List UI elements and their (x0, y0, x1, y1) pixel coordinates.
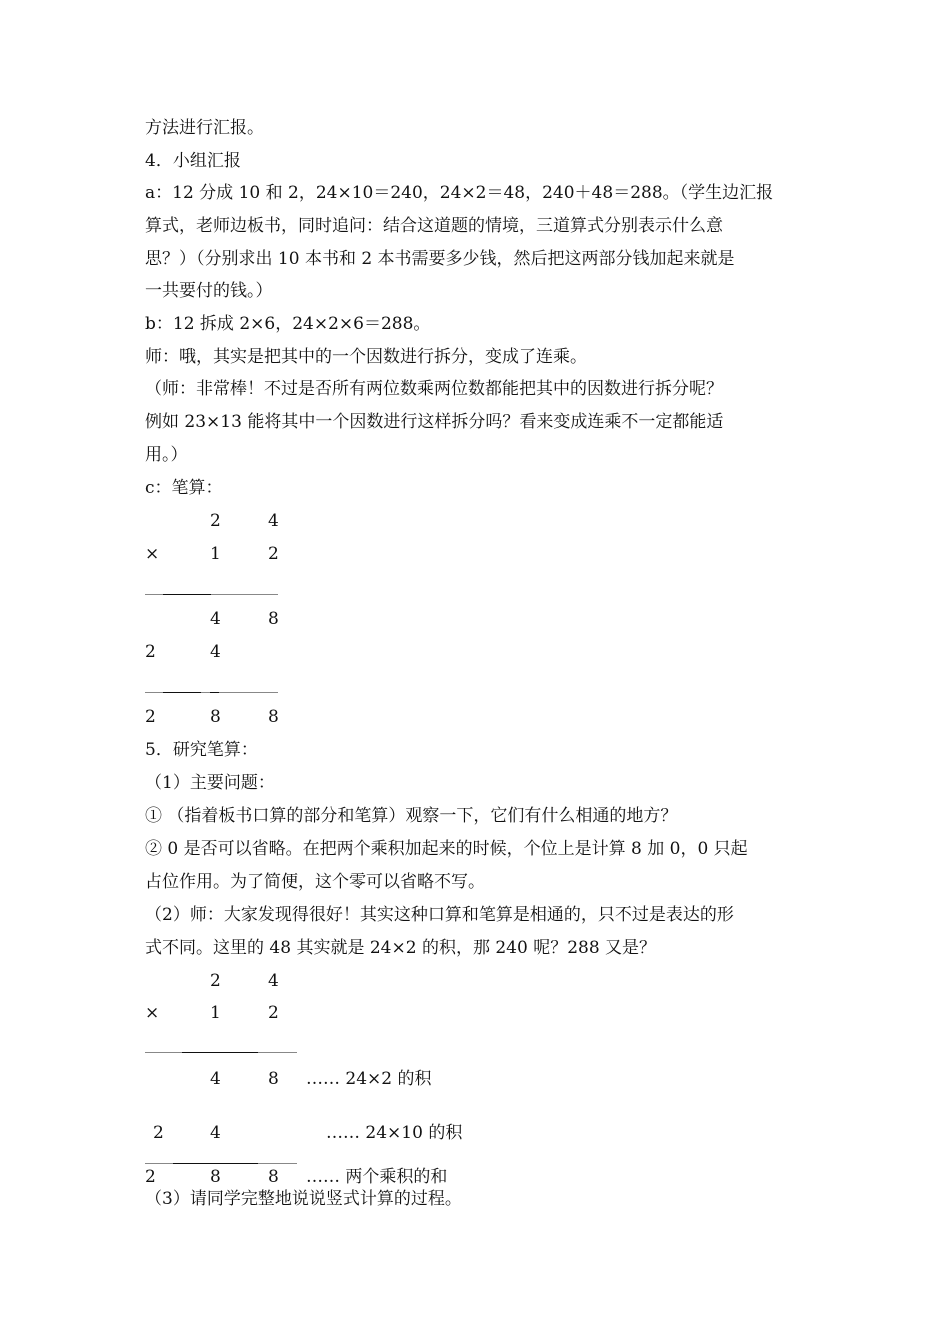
calc-digit: 8 (268, 1069, 279, 1089)
calc-digit: 4 (210, 1123, 221, 1143)
calc-digit: 8 (268, 707, 279, 727)
section-heading-5: 5．研究笔算： (145, 740, 258, 760)
text-line: 师：哦，其实是把其中的一个因数进行拆分，变成了连乘。 (145, 347, 587, 367)
text-line: ① （指着板书口算的部分和笔算）观察一下，它们有什么相通的地方？ (145, 806, 678, 826)
calc-digit: 2 (153, 1123, 164, 1143)
calc-rule-dark (163, 692, 201, 693)
calc-digit: 8 (210, 707, 221, 727)
text-line: c：笔算： (145, 478, 223, 498)
calc-digit: 8 (210, 1167, 221, 1187)
text-line: （2）师：大家发现得很好！其实这种口算和笔算是相通的，只不过是表达的形 (145, 905, 734, 925)
text-line: b：12 拆成 2×6，24×2×6＝288。 (145, 314, 431, 334)
calc-annotation: …… 两个乘积的和 (306, 1167, 448, 1187)
text-line: 用。） (145, 445, 188, 465)
calc-digit: 4 (268, 971, 279, 991)
calc-rule-dark (210, 692, 219, 693)
calc-annotation: …… 24×10 的积 (326, 1123, 463, 1143)
calc-rule-dark (163, 594, 211, 595)
calc-digit: 1 (210, 544, 221, 564)
calc-digit: 2 (210, 971, 221, 991)
calc-digit: 8 (268, 1167, 279, 1187)
calc-rule-dark (173, 1163, 258, 1164)
multiply-sign: × (145, 544, 160, 564)
text-line: 一共要付的钱。） (145, 281, 273, 301)
text-line: 思？）（分别求出 10 本书和 2 本书需要多少钱，然后把这两部分钱加起来就是 (145, 249, 735, 269)
calc-digit: 2 (268, 544, 279, 564)
calc-digit: 2 (145, 642, 156, 662)
calc-digit: 4 (210, 609, 221, 629)
calc-rule-dark (182, 1052, 258, 1053)
section-heading-4: 4．小组汇报 (145, 151, 241, 171)
calc-digit: 2 (145, 707, 156, 727)
calc-digit: 2 (210, 511, 221, 531)
text-line: 式不同。这里的 48 其实就是 24×2 的积，那 240 呢？288 又是？ (145, 938, 657, 958)
text-line: （1）主要问题： (145, 773, 275, 793)
calc-digit: 4 (268, 511, 279, 531)
calc-digit: 8 (268, 609, 279, 629)
text-line: 例如 23×13 能将其中一个因数进行这样拆分吗？看来变成连乘不一定都能适 (145, 412, 724, 432)
calc-digit: 2 (145, 1167, 156, 1187)
calc-digit: 4 (210, 1069, 221, 1089)
text-line: 算式，老师边板书，同时追问：结合这道题的情境，三道算式分别表示什么意 (145, 216, 723, 236)
text-line: 占位作用。为了简便，这个零可以省略不写。 (145, 872, 485, 892)
text-line: （师：非常棒！不过是否所有两位数乘两位数都能把其中的因数进行拆分呢？ (145, 379, 723, 399)
calc-digit: 2 (268, 1003, 279, 1023)
calc-annotation: …… 24×2 的积 (306, 1069, 432, 1089)
text-line: 方法进行汇报。 (145, 118, 264, 138)
text-line: （3）请同学完整地说说竖式计算的过程。 (145, 1189, 462, 1209)
multiply-sign: × (145, 1003, 160, 1023)
calc-digit: 1 (210, 1003, 221, 1023)
calc-digit: 4 (210, 642, 221, 662)
text-line: a：12 分成 10 和 2，24×10＝240，24×2＝48，240＋48＝288。（学生边汇报 (145, 183, 774, 203)
text-line: ② 0 是否可以省略。在把两个乘积加起来的时候，个位上是计算 8 加 0，0 只起 (145, 839, 748, 859)
